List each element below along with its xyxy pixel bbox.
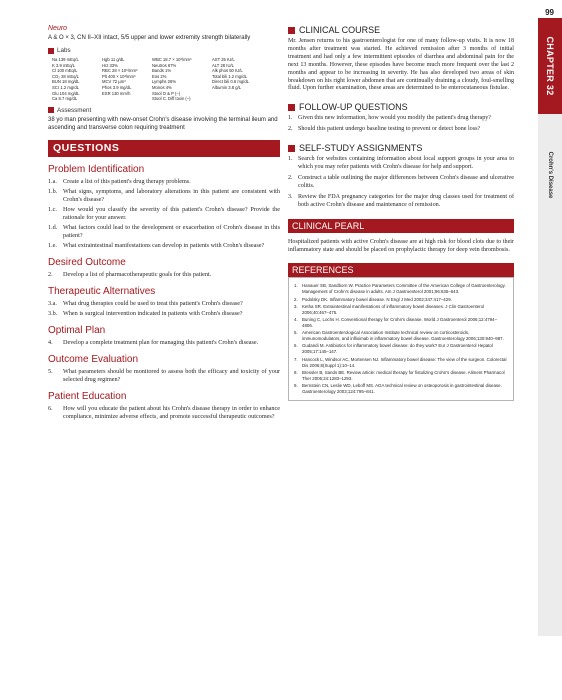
follow-up-heading-text: FOLLOW-UP QUESTIONS — [299, 102, 408, 113]
question-item — [48, 178, 280, 186]
question-number: 4. — [48, 338, 53, 346]
question-section-title: Optimal Plan — [48, 324, 106, 336]
square-bullet-icon — [288, 104, 295, 111]
lab-value: Na 139 mEq/L — [52, 57, 79, 62]
reference-text: Buning C, Lochs H. Conventional therapy for Crohn's disease. World J Gastroenterol 2006;12:4794–4806. — [302, 316, 498, 328]
self-study-list — [288, 156, 514, 209]
lab-value: CO₂ 28 mEq/L — [52, 73, 79, 79]
labs-heading — [48, 47, 280, 54]
question-text: Develop a list of pharmacotherapeutic goals for this patient. — [63, 270, 212, 278]
lab-value: Ca 8.7 mg/dL — [52, 96, 78, 102]
lab-value: ESR 130 mm/h — [102, 90, 131, 96]
reference-number: 9. — [294, 382, 298, 388]
reference-number: 7. — [294, 356, 298, 362]
references-banner: REFERENCES — [288, 263, 514, 277]
assessment-text: 38 yo man presenting with new-onset Crohn's disease involving the terminal ileum and ascending and transverse colon requiring treatment — [48, 116, 278, 131]
reference-number: 8. — [294, 369, 298, 375]
question-section-title: Problem Identification — [48, 163, 145, 175]
lab-value: Plt 400 × 10³/mm³ — [102, 73, 136, 79]
reference-number: 2. — [294, 296, 298, 302]
question-item — [48, 206, 280, 222]
self-study-heading — [288, 143, 514, 153]
question-number: 2. — [48, 270, 53, 278]
question-number: 1.e. — [48, 241, 57, 249]
follow-up-list — [288, 115, 514, 134]
lab-value: WBC 18.7 × 10³/mm³ — [152, 57, 192, 62]
question-item — [48, 224, 280, 240]
lab-value: MCV 72 µm³ — [102, 79, 126, 85]
labs-column — [52, 57, 98, 102]
neuro-heading: Neuro — [48, 25, 68, 32]
question-item — [48, 339, 280, 347]
lab-value: Stool C. Diff toxin (–) — [152, 96, 191, 102]
square-bullet-icon — [48, 48, 54, 54]
list-item — [288, 194, 514, 210]
list-item-number: 1. — [288, 115, 293, 122]
reference-text: Ketha SR. Extraintestinal manifestations of inflammatory bowel diseases. J Clin Gastroenterol 2006;40:467–475. — [302, 303, 485, 315]
right-column — [288, 25, 514, 401]
question-text: What drug therapies could be used to treat this patient's Crohn's disease? — [63, 299, 243, 307]
assessment-heading-text: Assessment — [57, 106, 92, 114]
question-text: What signs, symptoms, and laboratory alterations in this patient are consistent with Crohn's disease? — [63, 187, 280, 203]
question-text: When is surgical intervention indicated in patients with Crohn's disease? — [63, 309, 243, 317]
question-item — [48, 242, 280, 250]
labs-column — [152, 57, 208, 102]
reference-item — [294, 297, 508, 303]
question-item — [48, 300, 280, 308]
clinical-course-heading — [288, 25, 514, 35]
list-item-text: Search for websites containing information about local support groups in your area to which you may refer patients with Crohn's disease for help and support. — [298, 156, 514, 171]
question-item — [48, 271, 280, 279]
list-item-number: 1. — [288, 156, 293, 163]
square-bullet-icon — [48, 107, 54, 113]
follow-up-heading — [288, 102, 514, 112]
assessment-heading — [48, 107, 280, 114]
reference-item — [294, 370, 508, 382]
clinical-course-text: Mr. Jensen returns to his gastroenterologist for one of many follow-up visits. It is now 18 months after treatment was started. He achieved remission after 3 months of initial treatment and had only a few intermittent episodes of diarrhea and abdominal pain for the next 13 months. However, these episodes have become much more frequent over the last 2 months and appear to be increasing in severity. He has also developed two areas of skin breakdown on his right lower abdomen that are continually draining a cloudy, foul-smelling fluid. Upon further examination, these areas are determined to be enterocutaneous fistulae. — [288, 38, 514, 92]
question-item — [48, 368, 280, 384]
reference-text: Podolsky DK. Inflammatory bowel disease. N Engl J Med 2002;347:417–429. — [302, 296, 452, 302]
lab-value: Cl 100 mEq/L — [52, 68, 78, 74]
question-item — [48, 405, 280, 421]
question-number: 1.a. — [48, 177, 57, 185]
question-text: How would you classify the severity of this patient's Crohn's disease? Provide the rationale for your answer. — [63, 205, 280, 221]
lab-value: Alk phos 50 IU/L — [212, 68, 243, 74]
clinical-pearl-text: Hospitalized patients with active Crohn's disease are at high risk for blood clots due to their inflammatory state and should be placed on prophylactic therapy for deep vein thrombosis. — [288, 238, 514, 253]
reference-number: 4. — [294, 316, 298, 322]
question-section-title: Desired Outcome — [48, 256, 126, 268]
reference-text: Bernstein CN, Leslie WD, Leboff MS. AGA technical review on osteoporosis in gastrointestinal disease. Gastroenterology 2003;124:795–841. — [302, 382, 502, 394]
reference-text: Bressler B, Sands BE. Review article: medical therapy for fistulizing Crohn's disease. Aliment Pharmacol Ther 2006;24:1283–1293. — [302, 369, 505, 381]
lab-value: Direct bili 0.6 mg/dL — [212, 79, 250, 85]
square-bullet-icon — [288, 145, 295, 152]
question-section-title: Patient Education — [48, 390, 127, 402]
reference-number: 5. — [294, 330, 298, 336]
square-bullet-icon — [288, 27, 295, 34]
left-column — [48, 25, 280, 423]
question-number: 6. — [48, 404, 53, 412]
clinical-course-heading-text: CLINICAL COURSE — [299, 25, 381, 35]
question-number: 1.b. — [48, 187, 58, 195]
labs-table — [52, 57, 280, 102]
labs-column — [212, 57, 266, 102]
lab-value: Hgb 11 g/dL — [102, 57, 125, 62]
reference-text: Hanauer SB, Sandborn W. Practice Parameters Committee of the American College of Gastroenterology. Management of Crohn's disease in adults. Am J Gastroenterol 2001;96:635–643. — [302, 283, 506, 295]
reference-text: American Gastroenterological Association Institute technical review on corticosteroids, immunomodulators, and infliximab in inflammatory bowel disease. Gastroenterology 2006;130:940–987. — [302, 330, 504, 342]
question-section-title: Therapeutic Alternatives — [48, 285, 156, 297]
self-study-heading-text: SELF-STUDY ASSIGNMENTS — [299, 143, 423, 154]
page-number: 99 — [545, 8, 554, 17]
list-item — [288, 175, 514, 191]
reference-item — [294, 330, 508, 342]
list-item-number: 2. — [288, 126, 293, 133]
list-item-text: Given this new information, how would you modify the patient's drug therapy? — [298, 115, 492, 122]
labs-column — [102, 57, 148, 102]
reference-item — [294, 304, 508, 316]
question-text: Develop a complete treatment plan for managing this patient's Crohn's disease. — [63, 338, 259, 346]
chapter-subtitle — [538, 140, 562, 210]
question-text: What extraintestinal manifestations can develop in patients with Crohn's disease? — [63, 241, 265, 249]
lab-value: K 3.9 mEq/L — [52, 62, 76, 68]
question-number: 3.a. — [48, 299, 57, 307]
question-number: 1.c. — [48, 205, 57, 213]
question-text: What factors could lead to the development or exacerbation of Crohn's disease in this patient? — [63, 223, 280, 239]
lab-value: Total bili 1.2 mg/dL — [212, 73, 247, 79]
lab-value: Neutros 67% — [152, 62, 177, 68]
reference-number: 1. — [294, 283, 298, 289]
questions-banner: QUESTIONS — [48, 140, 280, 157]
lab-value: Phos 3.9 mg/dL — [102, 84, 132, 90]
lab-value: SCr 1.2 mg/dL — [52, 84, 79, 90]
reference-number: 6. — [294, 343, 298, 349]
reference-text: Gudandi M. Antibiotics for inflammatory bowel disease: do they work? Eur J Gastroenterol Hepatol 2005;17:145–147. — [302, 343, 493, 355]
question-sections — [48, 164, 280, 421]
list-item-number: 2. — [288, 174, 293, 181]
reference-item — [294, 357, 508, 369]
chapter-label: CHAPTER 32 — [545, 36, 555, 96]
lab-value: AST 25 IU/L — [212, 57, 235, 62]
neuro-text: A & O × 3, CN II–XII intact, 5/5 upper and lower extremity strength bilaterally — [48, 35, 251, 41]
question-text: How will you educate the patient about his Crohn's disease therapy in order to enhance compliance, minimize adverse effects, and promote successful therapeutic outcomes? — [63, 404, 280, 420]
chapter-badge — [538, 18, 562, 114]
labs-heading-text: Labs — [57, 47, 71, 54]
lab-value: Eos 2% — [152, 73, 167, 79]
list-item — [288, 156, 514, 172]
list-item — [288, 126, 514, 134]
question-section-title: Outcome Evaluation — [48, 353, 139, 365]
question-text: Create a list of this patient's drug therapy problems. — [63, 177, 191, 185]
question-text: What parameters should be monitored to assess both the efficacy and toxicity of your selected drug regimen? — [63, 367, 280, 383]
list-item-text: Review the FDA pregnancy categories for the major drug classes used for treatment of both active Crohn's disease and maintenance of remission. — [298, 193, 514, 208]
lab-value: ALT 28 IU/L — [212, 62, 234, 68]
lab-value: Monos 4% — [152, 84, 172, 90]
reference-text: Hancock L, Windsor AC, Mortensen NJ. Inflammatory bowel disease: The view of the surgeon. Colorectal Dis 2006;8(Suppl 1):10–14. — [302, 356, 507, 368]
lab-value: Glu 104 mg/dL — [52, 90, 80, 96]
question-item — [48, 188, 280, 204]
lab-value: Stool O & P (–) — [152, 90, 181, 96]
list-item-text: Should this patient undergo baseline testing to prevent or detect bone loss? — [298, 126, 481, 133]
lab-value: Albumin 3.8 g/L — [212, 84, 242, 90]
lab-value: Lymphs 26% — [152, 79, 177, 85]
reference-item — [294, 317, 508, 329]
question-item — [48, 310, 280, 318]
lab-value: BUN 18 mg/dL — [52, 79, 80, 85]
reference-item — [294, 283, 508, 295]
list-item-number: 3. — [288, 193, 293, 200]
lab-value: Hct 33% — [102, 62, 118, 68]
reference-item — [294, 383, 508, 395]
reference-item — [294, 343, 508, 355]
lab-value: RBC 28 × 10⁶/mm³ — [102, 68, 138, 74]
references-list — [288, 277, 514, 401]
question-number: 5. — [48, 367, 53, 375]
question-number: 1.d. — [48, 223, 58, 231]
list-item — [288, 115, 514, 123]
chapter-subtitle-text: Crohn's Disease — [547, 151, 553, 199]
clinical-pearl-banner: CLINICAL PEARL — [288, 219, 514, 233]
reference-number: 3. — [294, 303, 298, 309]
question-number: 3.b. — [48, 309, 58, 317]
lab-value: Bands 1% — [152, 68, 172, 74]
list-item-text: Construct a table outlining the major differences between Crohn's disease and ulcerative colitis. — [298, 174, 514, 189]
